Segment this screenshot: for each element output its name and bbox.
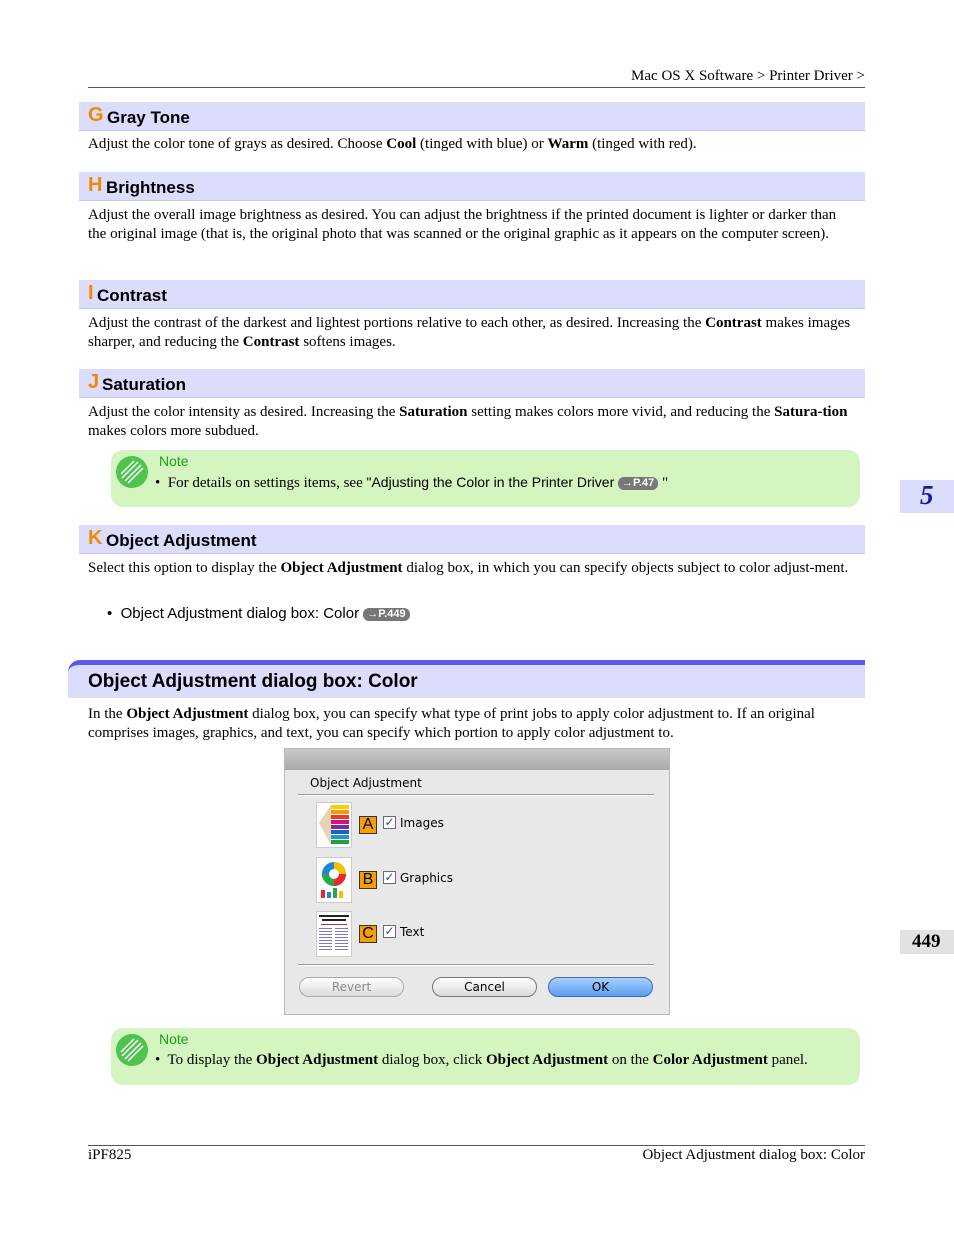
images-label: Images <box>400 816 444 830</box>
page-title: Object Adjustment dialog box: Color <box>88 671 418 692</box>
breadcrumb: Mac OS X Software > Printer Driver > <box>631 68 865 84</box>
page-number: 449 <box>912 931 941 952</box>
images-checkbox[interactable]: ✓ <box>384 815 395 829</box>
main-heading-bar <box>68 660 865 698</box>
section-letter: I <box>88 282 94 304</box>
footer-model: iPF825 <box>88 1147 132 1163</box>
dialog-titlebar <box>285 749 669 770</box>
ok-button[interactable]: OK <box>548 977 653 997</box>
group-title: Object Adjustment <box>310 776 422 790</box>
group-divider <box>298 794 654 796</box>
section-letter: G <box>88 104 104 126</box>
section-title: Contrast <box>97 286 167 305</box>
link-object-adjustment-color[interactable]: Object Adjustment dialog box: Color <box>120 605 360 622</box>
graphics-thumbnail-icon <box>316 857 352 903</box>
section-title: Gray Tone <box>107 108 190 127</box>
contrast-text: Adjust the contrast of the darkest and lightest portions relative to each other, as desired. Increasing the Contrast makes images sharper, and reducing the Contrast softens images. <box>88 315 851 350</box>
graphics-checkbox[interactable]: ✓ <box>384 870 395 884</box>
link-adjusting-color[interactable]: "Adjusting the Color in the Printer Driver <box>366 474 615 490</box>
section-title: Brightness <box>106 178 195 197</box>
images-thumbnail-icon <box>316 802 352 848</box>
callout-badge-b: B <box>359 871 377 889</box>
object-adjustment-dialog <box>284 748 670 1015</box>
page-ref-badge[interactable]: →P.47 <box>618 477 658 490</box>
section-header-brightness <box>79 172 865 201</box>
page-number-tab <box>900 930 954 954</box>
callout-badge-c: C <box>359 925 377 943</box>
brightness-text: Adjust the overall image brightness as desired. You can adjust the brightness if the printed document is lighter or darker than the original image (that is, the original photo that was scanned or the original graphic as it appears on the computer screen). <box>88 207 837 242</box>
button-divider <box>298 964 654 966</box>
saturation-text: Adjust the color intensity as desired. Increasing the Saturation setting makes colors more vivid, and reducing the Satura-tion makes colors more subdued. <box>88 404 848 439</box>
graphics-label: Graphics <box>400 871 453 885</box>
callout-badge-a: A <box>359 816 377 834</box>
gray-tone-text: Adjust the color tone of grays as desired. Choose Cool (tinged with blue) or Warm (tinged with red). <box>88 136 697 152</box>
note-box <box>111 1028 860 1085</box>
text-label: Text <box>400 925 425 939</box>
cancel-button[interactable]: Cancel <box>432 977 537 997</box>
section-letter: H <box>88 174 103 196</box>
note-label: Note <box>159 1031 189 1047</box>
section-header-saturation <box>79 369 865 398</box>
pencil-icon <box>116 456 148 488</box>
section-title: Object Adjustment <box>106 531 257 550</box>
object-adjustment-text: Select this option to display the Object Adjustment dialog box, in which you can specify objects subject to color adjust-ment. <box>88 560 849 576</box>
footer-section-title: Object Adjustment dialog box: Color <box>642 1147 865 1163</box>
list-item: • Object Adjustment dialog box: Color →P.449 <box>107 605 410 622</box>
note-text: • For details on settings items, see "Adjusting the Color in the Printer Driver →P.47 " <box>155 474 669 491</box>
note-text: • To display the Object Adjustment dialog box, click Object Adjustment on the Color Adjustment panel. <box>155 1052 808 1068</box>
pencil-icon <box>116 1034 148 1066</box>
section-title: Saturation <box>102 375 187 394</box>
section-header-contrast <box>79 280 865 309</box>
section-header-object-adjustment <box>79 525 865 554</box>
section-header-gray-tone <box>79 102 865 131</box>
intro-text: In the Object Adjustment dialog box, you can specify what type of print jobs to apply color adjustment to. If an original comprises images, graphics, and text, you can specify which portion to apply color adjustment to. <box>88 706 815 741</box>
object-row-text <box>316 911 656 957</box>
note-label: Note <box>159 453 189 469</box>
page-ref-badge[interactable]: →P.449 <box>363 608 409 621</box>
note-box <box>111 450 860 507</box>
object-row-images <box>316 802 656 848</box>
chapter-number: 5 <box>920 480 934 510</box>
header-rule <box>88 87 865 88</box>
chapter-tab[interactable] <box>900 480 954 513</box>
text-checkbox[interactable]: ✓ <box>384 924 395 938</box>
revert-button[interactable]: Revert <box>299 977 404 997</box>
section-letter: K <box>88 527 103 549</box>
section-letter: J <box>88 371 100 393</box>
text-thumbnail-icon <box>316 911 352 957</box>
object-row-graphics <box>316 857 656 903</box>
